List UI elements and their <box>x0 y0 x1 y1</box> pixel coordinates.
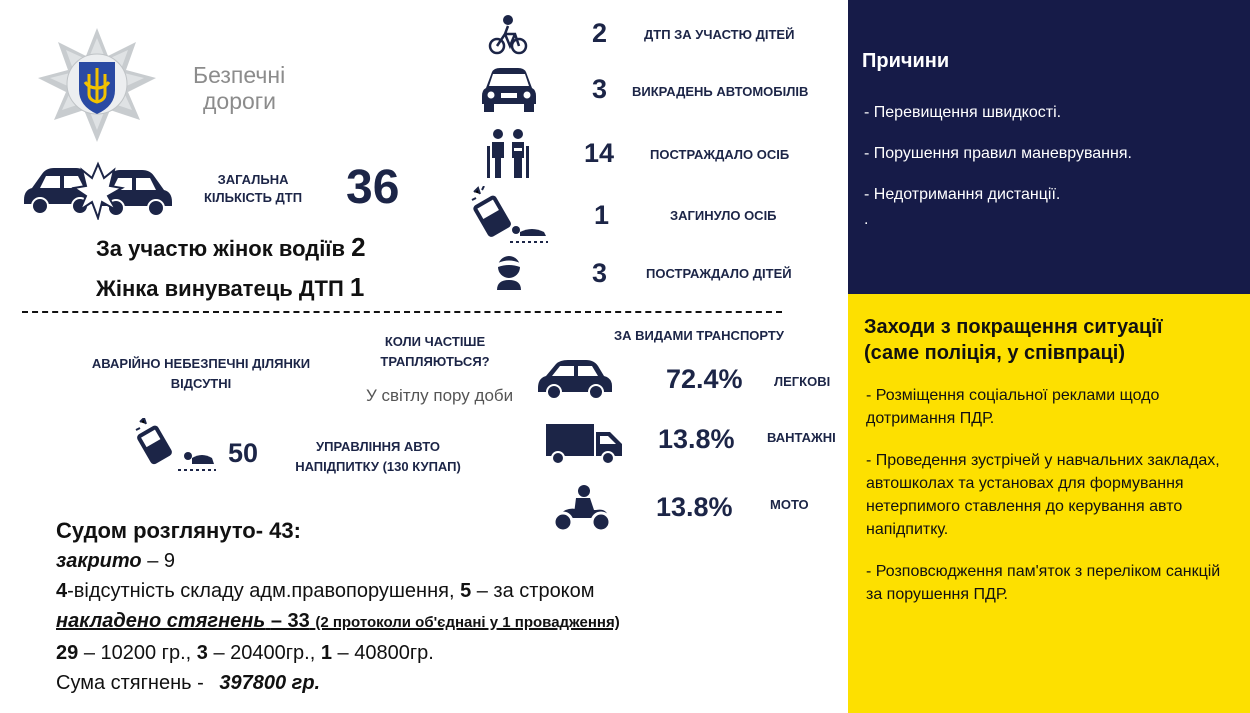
transport-pct-trucks: 13.8% <box>658 424 735 454</box>
court-reasons-row <box>56 576 620 606</box>
stat-value-car-thefts: 3 <box>592 74 608 104</box>
court-reasons-text1: -відсутність складу адм.правопорушення, <box>67 580 455 602</box>
measures-title <box>864 314 1162 366</box>
court-reasons-5: 5 <box>460 580 472 602</box>
court-fines-a-text: – 10200 гр., <box>83 642 192 664</box>
drunk-label <box>288 437 468 477</box>
measures-item: - Проведення зустрічей у навчальних закладах, автошколах та установах для формування нетерпимого ставлення до керування авто напідпитку. <box>866 452 1220 538</box>
court-closed-value: – 9 <box>147 550 176 572</box>
stat-label-car-thefts: ВИКРАДЕНЬ АВТОМОБІЛІВ <box>632 84 809 99</box>
injured-people-icon <box>486 128 532 180</box>
women-culprit-value: 1 <box>349 272 365 302</box>
measures-list <box>866 384 1226 606</box>
truck-icon <box>546 424 622 466</box>
causes-panel <box>848 0 1250 294</box>
logo-title-line2: дороги <box>203 88 277 114</box>
court-fines-c-count: 1 <box>320 642 332 664</box>
section-divider <box>22 311 782 313</box>
women-culprit-label: Жінка винуватець ДТП <box>96 276 344 301</box>
when-question-line1: КОЛИ ЧАСТІШЕ <box>384 334 486 349</box>
causes-item: - Перевищення швидкості. <box>864 104 1062 121</box>
total-value: 36 <box>346 161 400 214</box>
stat-label-killed: ЗАГИНУЛО ОСІБ <box>670 208 777 223</box>
transport-label-trucks: ВАНТАЖНІ <box>767 430 836 445</box>
stat-value-killed: 1 <box>594 200 610 230</box>
dangerous-zones-line1: АВАРІЙНО НЕБЕЗПЕЧНІ ДІЛЯНКИ <box>91 356 311 371</box>
measures-title-line1: Заходи з покращення ситуації <box>864 316 1163 338</box>
causes-item: . <box>864 211 869 228</box>
court-penalty-row <box>56 606 620 638</box>
when-question <box>360 332 510 372</box>
transport-pct-cars: 72.4% <box>666 364 743 394</box>
total-label-line1: ЗАГАЛЬНА <box>217 172 289 187</box>
stat-label-children-accidents: ДТП ЗА УЧАСТЮ ДІТЕЙ <box>644 27 795 42</box>
drunk-crash-icon <box>134 418 218 472</box>
causes-item: - Порушення правил маневрування. <box>864 145 1132 162</box>
police-star-logo <box>36 26 158 144</box>
court-reasons-text2: – за строком <box>476 580 595 602</box>
when-answer: У світлу пору доби <box>366 386 514 405</box>
car-crash-icon <box>20 160 176 220</box>
court-closed-row <box>56 546 620 576</box>
transport-pct-moto: 13.8% <box>656 492 733 522</box>
court-fines-b-text: – 20400гр., <box>213 642 316 664</box>
court-reasons-4: 4 <box>56 580 68 602</box>
total-label-line2: КІЛЬКІСТЬ ДТП <box>204 190 303 205</box>
measures-item: - Розміщення соціальної реклами щодо дотримання ПДР. <box>866 387 1160 427</box>
measures-panel <box>848 294 1250 713</box>
transport-label-moto: МОТО <box>770 497 809 512</box>
women-drivers-row <box>96 232 366 263</box>
measures-title-line2: (саме поліція, у співпраці) <box>864 342 1125 364</box>
court-block <box>56 516 620 698</box>
causes-item: - Недотримання дистанції. <box>864 186 1061 203</box>
court-sum-value: 397800 гр. <box>219 672 321 694</box>
measures-item: - Розповсюдження пам'яток з переліком санкцій за порушення ПДР. <box>866 563 1221 603</box>
women-culprit-row <box>96 272 364 303</box>
stat-label-injured: ПОСТРАЖДАЛО ОСІБ <box>650 147 790 162</box>
court-penalty-note: (2 протоколи об'єднані у 1 провадження) <box>315 614 620 631</box>
court-fines-a-count: 29 <box>56 642 79 664</box>
causes-list <box>864 101 1132 231</box>
court-fines-b-count: 3 <box>196 642 208 664</box>
car-side-icon <box>536 360 612 400</box>
court-sum-label: Сума стягнень - <box>56 672 204 694</box>
court-fines-row <box>56 638 620 668</box>
drunk-label-line1: УПРАВЛІННЯ АВТО <box>316 439 440 454</box>
transport-label-cars: ЛЕГКОВІ <box>774 374 831 389</box>
car-front-icon <box>482 66 536 112</box>
dangerous-zones-line2: ВІДСУТНІ <box>170 376 232 391</box>
logo-title-line1: Безпечні <box>193 62 286 88</box>
stat-label-injured-children: ПОСТРАЖДАЛО ДІТЕЙ <box>646 266 792 281</box>
drunk-value: 50 <box>228 438 259 468</box>
stat-value-children-accidents: 2 <box>592 18 608 48</box>
dangerous-zones-label <box>60 354 342 394</box>
injured-child-icon <box>494 254 524 294</box>
stat-value-injured: 14 <box>584 138 615 168</box>
when-question-line2: ТРАПЛЯЮТЬСЯ? <box>380 354 490 369</box>
court-title: Судом розглянуто- 43: <box>56 518 301 543</box>
court-penalty-label: накладено стягнень <box>56 610 266 632</box>
transport-title: ЗА ВИДАМИ ТРАНСПОРТУ <box>614 328 784 343</box>
stat-value-injured-children: 3 <box>592 258 608 288</box>
women-drivers-label: За участю жінок водіїв <box>96 236 346 261</box>
drunk-label-line2: НАПІДПИТКУ (130 КУПАП) <box>295 459 461 474</box>
court-closed-label: закрито <box>56 550 142 572</box>
court-fines-c-text: – 40800гр. <box>337 642 434 664</box>
bicycle-icon <box>488 14 528 56</box>
court-sum-row <box>56 668 620 698</box>
total-label <box>204 171 302 207</box>
court-penalty-value: – 33 <box>270 610 310 632</box>
logo-title <box>193 62 285 114</box>
crash-victim-icon <box>470 186 550 246</box>
women-drivers-value: 2 <box>351 232 366 262</box>
causes-title: Причини <box>862 50 950 72</box>
